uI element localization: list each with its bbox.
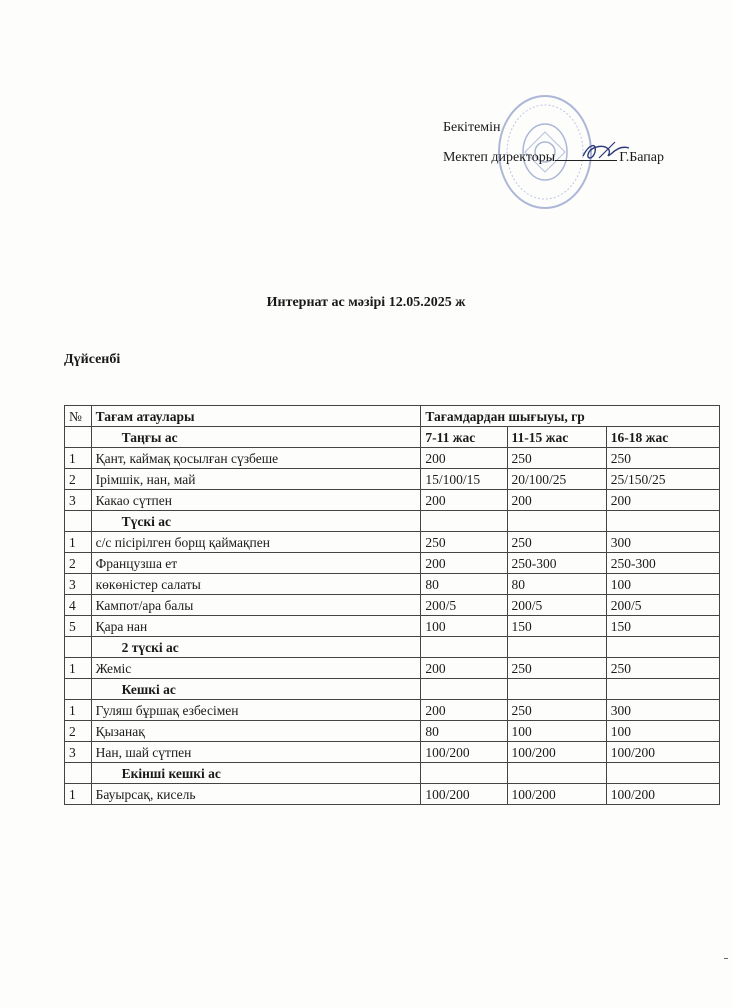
portion-value: 100/200 <box>507 784 606 805</box>
portion-value: 150 <box>606 616 719 637</box>
dish-name: Кампот/ара балы <box>91 595 421 616</box>
section-title: Екінші кешкі ас <box>91 763 421 784</box>
portion-value: 80 <box>421 721 507 742</box>
portion-value: 250 <box>507 658 606 679</box>
row-number: 2 <box>65 721 92 742</box>
dish-name: Ірімшік, нан, май <box>91 469 421 490</box>
menu-title: Интернат ас мәзірі 12.05.2025 ж <box>266 295 466 310</box>
portion-value: 80 <box>421 574 507 595</box>
day-of-week: Дүйсенбі <box>64 352 121 367</box>
dish-name: Какао сүтпен <box>91 490 421 511</box>
portion-value: 200 <box>421 658 507 679</box>
row-number: 3 <box>65 574 92 595</box>
empty-cell <box>507 637 606 658</box>
row-number: 1 <box>65 448 92 469</box>
section-title: Түскі ас <box>91 511 421 532</box>
empty-cell <box>606 679 719 700</box>
portion-value: 250-300 <box>507 553 606 574</box>
director-position: Мектеп директоры <box>443 150 556 165</box>
dish-name: Жеміс <box>91 658 421 679</box>
portion-value: 100 <box>421 616 507 637</box>
row-number: 1 <box>65 532 92 553</box>
section-title: Таңғы ас <box>91 427 421 448</box>
portion-value: 100 <box>606 721 719 742</box>
row-number <box>65 511 92 532</box>
header-number: № <box>65 406 92 427</box>
dish-name: Гуляш бұршақ езбесімен <box>91 700 421 721</box>
dish-name: Қара нан <box>91 616 421 637</box>
signature-icon <box>575 136 635 166</box>
dish-name: Нан, шай сүтпен <box>91 742 421 763</box>
row-number <box>65 427 92 448</box>
portion-value: 250 <box>507 448 606 469</box>
director-name: Г.Бапар <box>619 150 665 165</box>
portion-value: 15/100/15 <box>421 469 507 490</box>
portion-value: 25/150/25 <box>606 469 719 490</box>
row-number: 3 <box>65 490 92 511</box>
empty-cell <box>421 763 507 784</box>
section-row <box>65 637 720 658</box>
portion-value: 250-300 <box>606 553 719 574</box>
table-row <box>65 553 720 574</box>
table-row <box>65 469 720 490</box>
empty-cell <box>606 637 719 658</box>
portion-value: 200 <box>421 700 507 721</box>
table-row <box>65 658 720 679</box>
row-number <box>65 679 92 700</box>
portion-value: 100 <box>507 721 606 742</box>
table-row <box>65 532 720 553</box>
header-dish-name: Тағам атаулары <box>91 406 421 427</box>
portion-value: 250 <box>421 532 507 553</box>
table-row <box>65 448 720 469</box>
portion-value: 100/200 <box>606 742 719 763</box>
table-row <box>65 742 720 763</box>
portion-value: 20/100/25 <box>507 469 606 490</box>
approval-label: Бекітемін <box>443 120 501 135</box>
row-number: 2 <box>65 553 92 574</box>
row-number: 2 <box>65 469 92 490</box>
table-row <box>65 595 720 616</box>
portion-value: 100/200 <box>421 742 507 763</box>
table-row <box>65 784 720 805</box>
row-number: 5 <box>65 616 92 637</box>
table-row <box>65 721 720 742</box>
empty-cell <box>421 679 507 700</box>
empty-cell <box>507 763 606 784</box>
empty-cell <box>507 511 606 532</box>
row-number: 1 <box>65 658 92 679</box>
section-row <box>65 427 720 448</box>
row-number: 4 <box>65 595 92 616</box>
page-mark <box>724 958 728 959</box>
empty-cell <box>507 679 606 700</box>
section-title: Кешкі ас <box>91 679 421 700</box>
portion-value: 100/200 <box>507 742 606 763</box>
portion-value: 200 <box>421 553 507 574</box>
portion-value: 100/200 <box>606 784 719 805</box>
dish-name: Французша ет <box>91 553 421 574</box>
row-number: 3 <box>65 742 92 763</box>
portion-value: 300 <box>606 700 719 721</box>
portion-value: 100 <box>606 574 719 595</box>
dish-name: Қызанақ <box>91 721 421 742</box>
dish-name: с/с пісірілген борщ қаймақпен <box>91 532 421 553</box>
empty-cell <box>421 637 507 658</box>
portion-value: 200/5 <box>421 595 507 616</box>
portion-value: 80 <box>507 574 606 595</box>
section-row <box>65 763 720 784</box>
portion-value: 200 <box>507 490 606 511</box>
portion-value: 250 <box>606 658 719 679</box>
empty-cell <box>606 763 719 784</box>
table-row <box>65 490 720 511</box>
portion-value: 250 <box>507 700 606 721</box>
portion-value: 200/5 <box>507 595 606 616</box>
header-output: Тағамдардан шығыуы, гр <box>421 406 720 427</box>
age-group-header: 7-11 жас <box>421 427 507 448</box>
age-group-header: 11-15 жас <box>507 427 606 448</box>
portion-value: 150 <box>507 616 606 637</box>
portion-value: 300 <box>606 532 719 553</box>
dish-name: Қант, каймақ қосылған сүзбеше <box>91 448 421 469</box>
table-row <box>65 616 720 637</box>
table-header-row <box>65 406 720 427</box>
portion-value: 200/5 <box>606 595 719 616</box>
portion-value: 250 <box>606 448 719 469</box>
empty-cell <box>421 511 507 532</box>
empty-cell <box>606 511 719 532</box>
table-row <box>65 700 720 721</box>
portion-value: 200 <box>606 490 719 511</box>
portion-value: 100/200 <box>421 784 507 805</box>
portion-value: 250 <box>507 532 606 553</box>
row-number: 1 <box>65 700 92 721</box>
section-title: 2 түскі ас <box>91 637 421 658</box>
row-number <box>65 637 92 658</box>
dish-name: көкөністер салаты <box>91 574 421 595</box>
dish-name: Бауырсақ, кисель <box>91 784 421 805</box>
section-row <box>65 679 720 700</box>
portion-value: 200 <box>421 490 507 511</box>
table-row <box>65 574 720 595</box>
section-row <box>65 511 720 532</box>
row-number: 1 <box>65 784 92 805</box>
menu-table <box>64 405 720 805</box>
age-group-header: 16-18 жас <box>606 427 719 448</box>
row-number <box>65 763 92 784</box>
portion-value: 200 <box>421 448 507 469</box>
